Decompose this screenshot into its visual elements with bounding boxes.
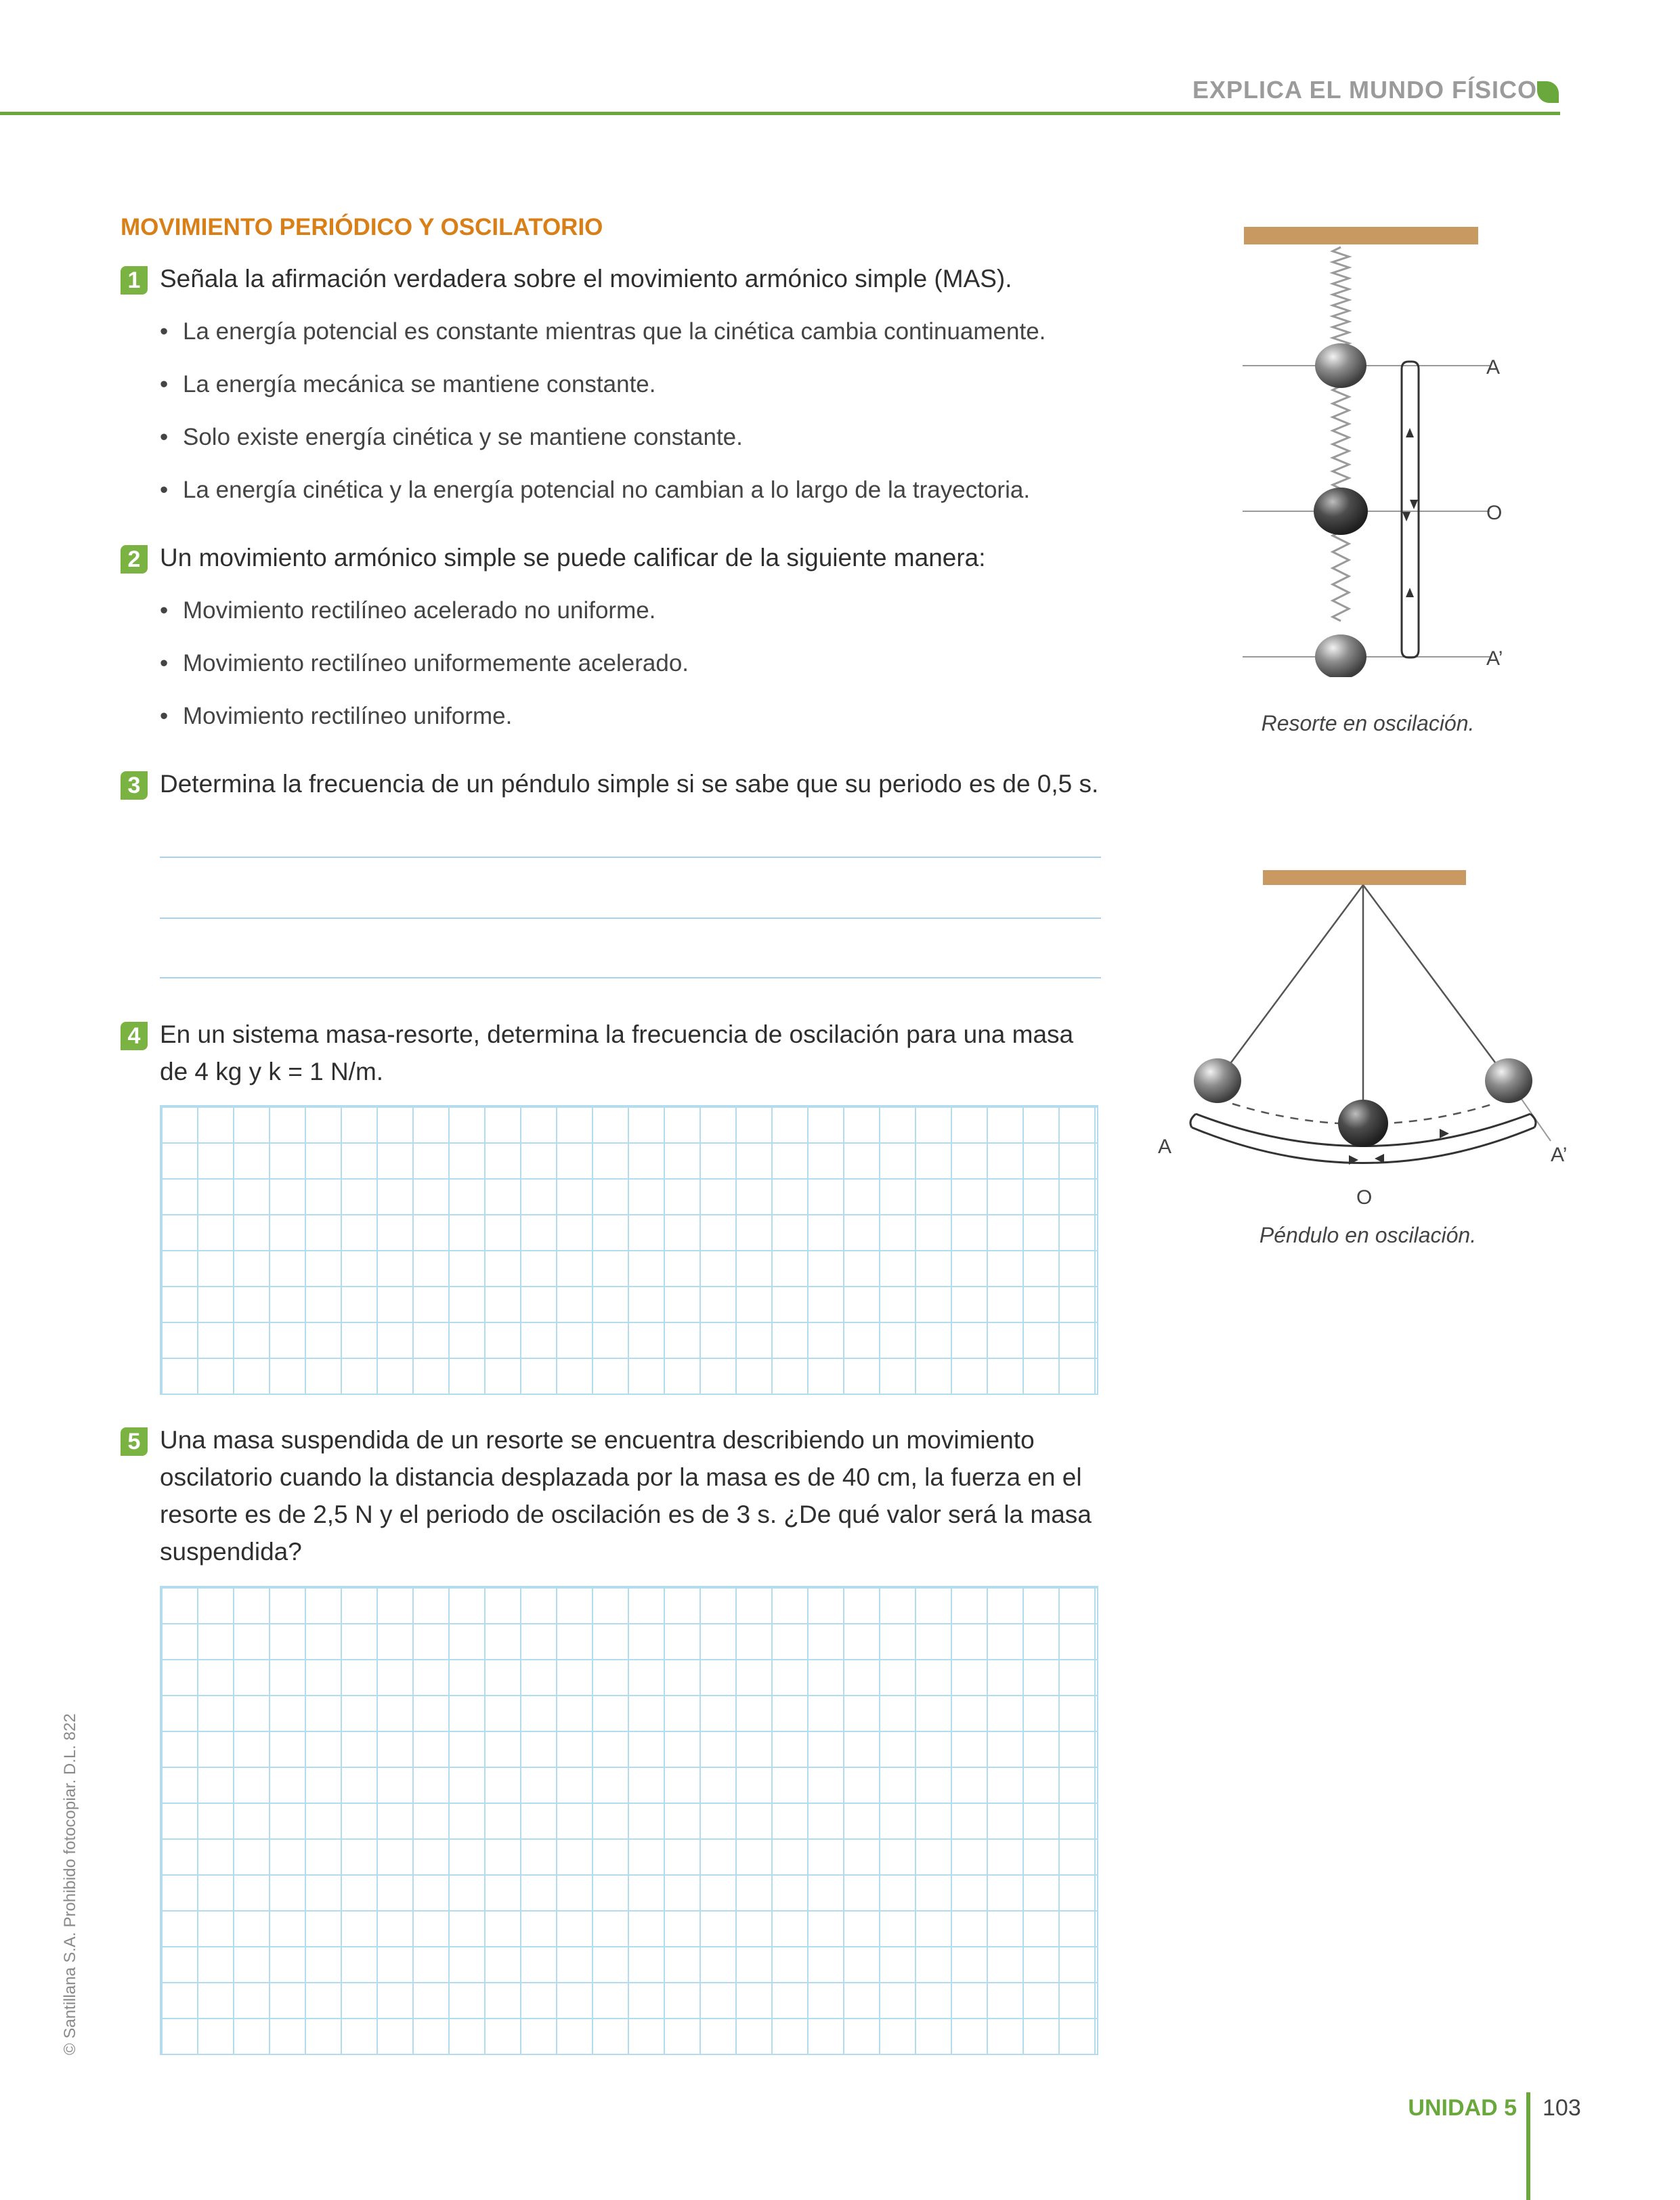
question-4-line: de 4 kg y k = 1 N/m. (160, 1058, 384, 1085)
section-title: MOVIMIENTO PERIÓDICO Y OSCILATORIO (121, 214, 603, 240)
copyright-note: © Santillana S.A. Prohibido fotocopiar. D.L. 822 (61, 1713, 79, 2055)
down-arrow-icon (1410, 500, 1418, 509)
answer-line[interactable] (160, 977, 1101, 978)
label-a-prime: A’ (1551, 1144, 1568, 1166)
unit-label: UNIDAD 5 (1408, 2095, 1517, 2121)
pendulum-bob (1338, 1100, 1388, 1147)
question-5-line: resorte es de 2,5 N y el periodo de oscilación es de 3 s. ¿De qué valor será la masa (160, 1501, 1092, 1528)
up-arrow-icon (1406, 588, 1414, 597)
header-rule (0, 112, 1560, 115)
question-5-line: suspendida? (160, 1538, 302, 1566)
label-a: A (1486, 356, 1501, 379)
pendulum-caption: Péndulo en oscilación. (1259, 1223, 1477, 1247)
answer-grid[interactable] (160, 1105, 1098, 1395)
question-5-number: 5 (121, 1427, 148, 1456)
pendulum-support (1263, 870, 1466, 885)
question-2-option[interactable]: • Movimiento rectilíneo uniforme. (160, 703, 513, 729)
question-3-text: Determina la frecuencia de un péndulo simple si se sabe que su periodo es de 0,5 s. (160, 770, 1099, 798)
question-5-line: Una masa suspendida de un resorte se encuentra describiendo un movimiento (160, 1426, 1035, 1454)
page-number: 103 (1543, 2095, 1581, 2121)
up-arrow-icon (1406, 428, 1414, 437)
oscillation-path (1402, 362, 1419, 657)
leaf-icon (1537, 81, 1559, 103)
pendulum-bob (1485, 1058, 1532, 1103)
label-o: O (1486, 502, 1503, 524)
spring-mass (1315, 343, 1366, 388)
question-1-option[interactable]: • Solo existe energía cinética y se mantiene constante. (160, 424, 743, 450)
question-1-text: Señala la afirmación verdadera sobre el movimiento armónico simple (MAS). (160, 265, 1012, 293)
label-a-prime: A’ (1486, 647, 1503, 670)
question-2-option[interactable]: • Movimiento rectilíneo acelerado no uniforme. (160, 597, 656, 624)
pendulum-diagram (1151, 860, 1585, 1226)
footer-bar (1526, 2092, 1530, 2200)
question-4-number: 4 (121, 1022, 148, 1050)
pendulum-bob (1194, 1058, 1241, 1103)
question-2-text: Un movimiento armónico simple se puede calificar de la siguiente manera: (160, 544, 986, 571)
question-1-option[interactable]: • La energía cinética y la energía potencial no cambian a lo largo de la trayectoria. (160, 477, 1031, 503)
down-arrow-icon (1402, 512, 1410, 521)
question-3-number: 3 (121, 771, 148, 800)
spring-coil (1333, 386, 1349, 489)
spring-coil (1333, 247, 1349, 353)
answer-grid[interactable] (160, 1586, 1098, 2055)
label-o: O (1356, 1186, 1373, 1209)
spring-coil (1333, 532, 1349, 621)
header-title: EXPLICA EL MUNDO FÍSICO (1192, 76, 1537, 104)
spring-diagram (1205, 217, 1530, 677)
question-1-number: 1 (121, 266, 148, 295)
question-5-line: oscilatorio cuando la distancia desplazada por la masa es de 40 cm, la fuerza en el (160, 1463, 1082, 1491)
answer-line[interactable] (160, 918, 1101, 919)
question-2-number: 2 (121, 545, 148, 574)
question-2-option[interactable]: • Movimiento rectilíneo uniformemente acelerado. (160, 650, 689, 676)
question-1-option[interactable]: • La energía potencial es constante mientras que la cinética cambia continuamente. (160, 318, 1046, 345)
question-4-line: En un sistema masa-resorte, determina la frecuencia de oscilación para una masa (160, 1020, 1074, 1048)
spring-mass (1314, 488, 1368, 535)
spring-caption: Resorte en oscilación. (1261, 711, 1475, 735)
label-a: A (1158, 1136, 1172, 1158)
question-1-option[interactable]: • La energía mecánica se mantiene constante. (160, 371, 656, 397)
spring-support (1244, 227, 1478, 244)
answer-line[interactable] (160, 857, 1101, 858)
spring-mass (1315, 634, 1366, 677)
